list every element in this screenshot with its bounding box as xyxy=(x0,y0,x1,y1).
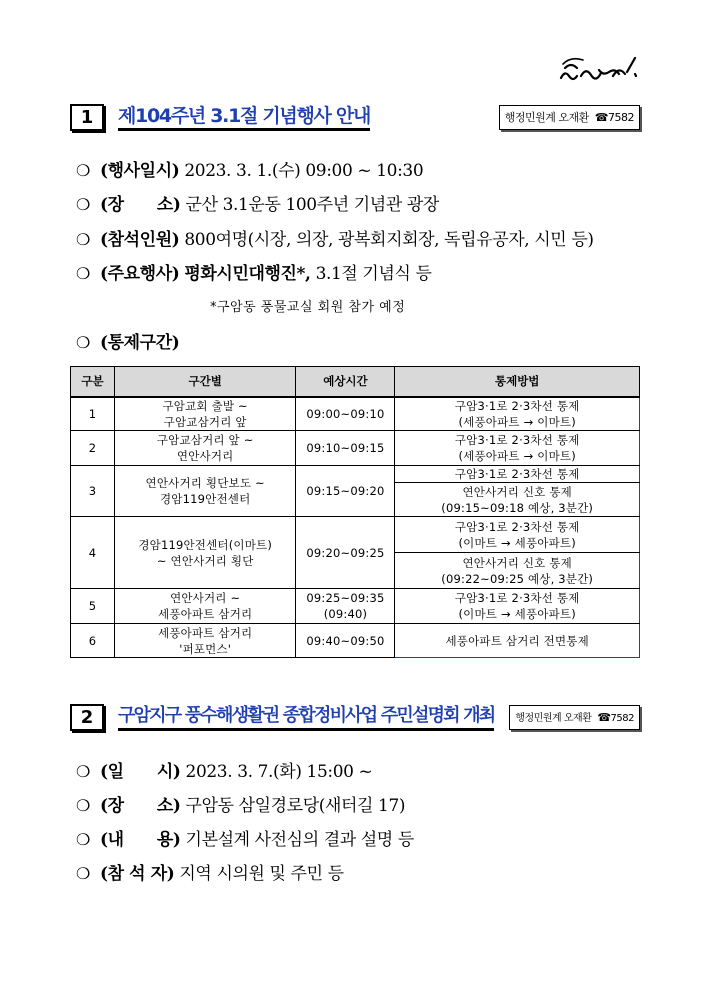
bullet-icon: ❍ xyxy=(76,195,90,214)
header-section: 구간별 xyxy=(114,367,296,397)
section-2-title: 구암지구 풍수해생활권 종합정비사업 주민설명회 개최 xyxy=(118,705,494,731)
section-1-header xyxy=(70,104,640,132)
section-1-contact: 행정민원계 오재환 ☎7582 xyxy=(499,105,640,130)
traffic-control-table xyxy=(70,366,640,658)
table-row: 연안사거리 신호 통제 (09:22~09:25 예상, 3분간) xyxy=(71,553,640,589)
gunsan-logo xyxy=(555,50,645,90)
section-2-item-place: ❍ (장 소) 구암동 삼일경로당(새터길 17) xyxy=(76,796,406,816)
table-row: 연안사거리 신호 통제 (09:15~09:18 예상, 3분간) xyxy=(71,483,640,517)
phone-icon: ☎ xyxy=(597,711,611,724)
section-2-header xyxy=(70,704,640,732)
header-method: 통제방법 xyxy=(395,367,640,397)
section-2-item-attendees: ❍ (참 석 자) 지역 시의원 및 주민 등 xyxy=(76,864,344,884)
section-1-title: 제104주년 3.1절 기념행사 안내 xyxy=(118,105,370,131)
table-header-row xyxy=(71,367,640,397)
bullet-icon: ❍ xyxy=(76,161,90,180)
bullet-icon: ❍ xyxy=(76,796,90,815)
section-1-item-events: ❍ (주요행사) 평화시민대행진*, 3.1절 기념식 등 xyxy=(76,264,432,284)
table-row: 3 연안사거리 횡단보도 ~ 경암119안전센터 09:15~09:20 구암3·1로 2·3차선 통제 xyxy=(71,466,640,483)
table-row: 6 세풍아파트 삼거리 '퍼포먼스' 09:40~09:50 세풍아파트 삼거리 전면통제 xyxy=(71,624,640,658)
section-2-item-content: ❍ (내 용) 기본설계 사전심의 결과 설명 등 xyxy=(76,830,414,850)
section-2-contact: 행정민원계 오재환 ☎7582 xyxy=(509,705,640,730)
bullet-icon: ❍ xyxy=(76,264,90,283)
table-row: 2 구암교삼거리 앞 ~ 연안사거리 09:10~09:15 구암3·1로 2·3차선 통제 (세풍아파트 → 이마트) xyxy=(71,431,640,466)
section-1-note: *구암동 풍물교실 회원 참가 예정 xyxy=(210,300,406,315)
header-time: 예상시간 xyxy=(296,367,395,397)
section-1-number: 1 xyxy=(70,104,104,131)
table-row: 4 경암119안전센터(이마트) ~ 연안사거리 횡단 09:20~09:25 구암3·1로 2·3차선 통제 (이마트 → 세풍아파트) xyxy=(71,517,640,553)
section-2-number: 2 xyxy=(70,704,104,731)
bullet-icon: ❍ xyxy=(76,864,90,883)
phone-icon: ☎ xyxy=(594,111,608,124)
section-1-item-attendees: ❍ (참석인원) 800여명(시장, 의장, 광복회지회장, 독립유공자, 시민 등) xyxy=(76,230,594,250)
header-no: 구분 xyxy=(71,367,115,397)
bullet-icon: ❍ xyxy=(76,830,90,849)
table-row: 1 구암교회 출발 ~ 구암교삼거리 앞 09:00~09:10 구암3·1로 2·3차선 통제 (세풍아파트 → 이마트) xyxy=(71,397,640,431)
table-row: 5 연안사거리 ~ 세풍아파트 삼거리 09:25~09:35 (09:40) 구암3·1로 2·3차선 통제 (이마트 → 세풍아파트) xyxy=(71,589,640,624)
section-1-item-datetime: ❍ (행사일시) 2023. 3. 1.(수) 09:00 ~ 10:30 xyxy=(76,161,424,181)
section-2-item-datetime: ❍ (일 시) 2023. 3. 7.(화) 15:00 ~ xyxy=(76,762,373,782)
section-1-item-place: ❍ (장 소) 군산 3.1운동 100주년 기념관 광장 xyxy=(76,195,439,215)
bullet-icon: ❍ xyxy=(76,333,90,352)
bullet-icon: ❍ xyxy=(76,230,90,249)
section-1-item-control-zone: ❍ (통제구간) xyxy=(76,333,180,353)
bullet-icon: ❍ xyxy=(76,762,90,781)
